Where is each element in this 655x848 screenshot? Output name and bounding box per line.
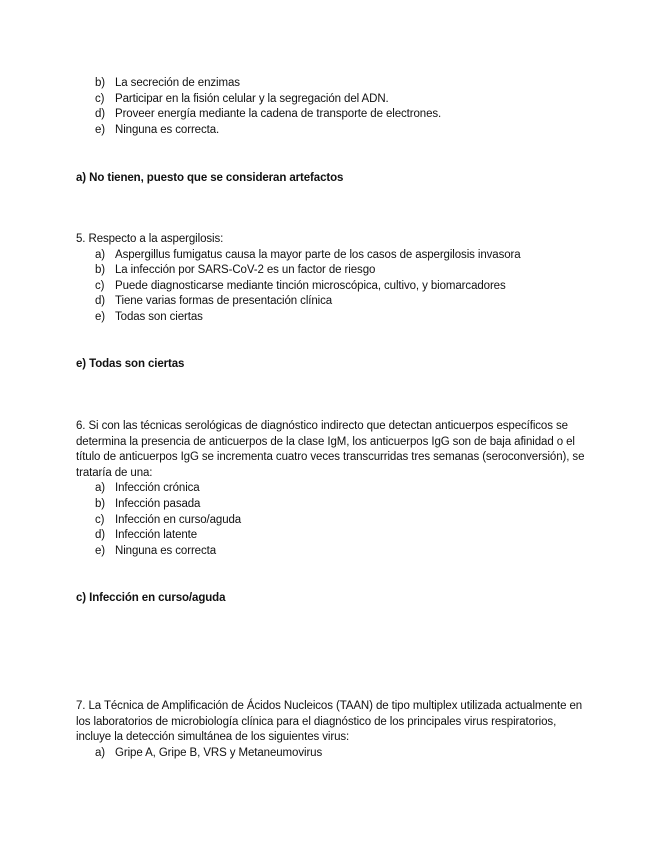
option-a: a) Infección crónica bbox=[95, 482, 200, 495]
option-a: a) Gripe A, Gripe B, VRS y Metaneumovirus bbox=[95, 746, 323, 759]
option-a: a) Aspergillus fumigatus causa la mayor parte de los casos de aspergilosis invasora bbox=[95, 248, 521, 261]
carryover-question bbox=[76, 76, 586, 138]
option-b: b) Infección pasada bbox=[95, 497, 201, 510]
option-e: e) Todas son ciertas bbox=[95, 310, 203, 323]
option-b: b) La infección por SARS-CoV-2 es un factor de riesgo bbox=[95, 264, 376, 277]
question-6-answer: c) Infección en curso/aguda bbox=[76, 592, 226, 604]
question-7-text: 7. La Técnica de Amplificación de Ácidos Nucleicos (TAAN) de tipo multiplex utilizada actualmente en los laboratorios de microbiología clínica para el diagnóstico de los principales virus respiratorios, incluye la detección simultánea de los siguientes virus: bbox=[76, 700, 583, 744]
option-c: c) Infección en curso/aguda bbox=[95, 513, 242, 526]
question-5-text: 5. Respecto a la aspergilosis: bbox=[76, 233, 224, 245]
question-7-options bbox=[76, 746, 586, 762]
option-e: e) Ninguna es correcta. bbox=[95, 123, 220, 136]
question-6-text: 6. Si con las técnicas serológicas de diagnóstico indirecto que detectan anticuerpos específicos se determina la presencia de anticuerpos de la clase IgM, los anticuerpos IgG son de baja afinidad o el título de anticuerpos IgG se incrementa cuatro veces transcurridas tres semanas (seroconversión), se trataría de una: bbox=[76, 420, 585, 479]
option-b: b) La secreción de enzimas bbox=[95, 77, 240, 89]
question-5-answer: e) Todas son ciertas bbox=[76, 358, 185, 370]
option-d: d) Proveer energía mediante la cadena de transporte de electrones. bbox=[95, 108, 442, 121]
question-7 bbox=[76, 699, 586, 761]
question-5-options bbox=[76, 248, 586, 326]
option-c: c) Puede diagnosticarse mediante tinción microscópica, cultivo, y biomarcadores bbox=[95, 279, 506, 292]
carryover-options bbox=[76, 76, 586, 138]
question-6 bbox=[76, 419, 586, 559]
question-5 bbox=[76, 232, 586, 326]
option-c: c) Participar en la fisión celular y la segregación del ADN. bbox=[95, 92, 389, 105]
option-d: d) Tiene varias formas de presentación clínica bbox=[95, 295, 333, 308]
question-6-options bbox=[76, 481, 586, 559]
option-d: d) Infección latente bbox=[95, 529, 198, 542]
option-e: e) Ninguna es correcta bbox=[95, 544, 217, 557]
carryover-answer: a) No tienen, puesto que se consideran artefactos bbox=[76, 172, 344, 184]
